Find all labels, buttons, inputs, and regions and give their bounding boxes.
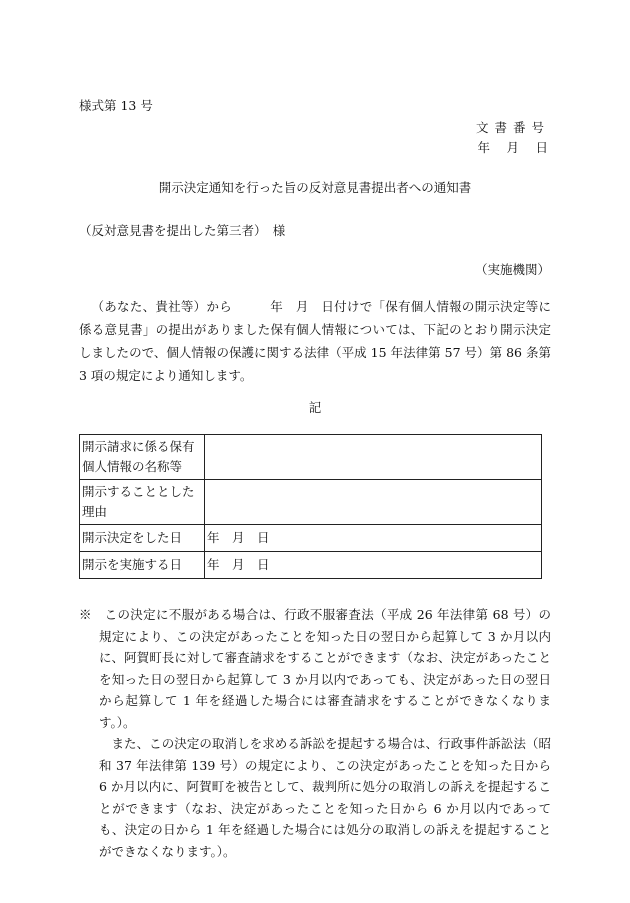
table-label-cell: 開示決定をした日 (80, 525, 205, 552)
table-value-cell (205, 435, 542, 480)
document-number-label: 文書番号 (475, 120, 550, 135)
issue-date-label: 年 月 日 (477, 140, 550, 155)
table-value-cell: 年 月 日 (205, 552, 542, 579)
table-label-cell: 開示請求に係る保有個人情報の名称等 (80, 435, 205, 480)
table-row (80, 480, 542, 525)
table-label-cell: 開示を実施する日 (80, 552, 205, 579)
disclosure-info-table (79, 434, 542, 579)
document-title: 開示決定通知を行った旨の反対意見書提出者への通知書 (158, 180, 472, 195)
table-row (80, 525, 542, 552)
appeal-note: ※ この決定に不服がある場合は、行政不服審査法（平成 26 年法律第 68 号）の規定により、この決定があったことを知った日の翌日から起算して 3 か月以内に、阿賀町長に対して審査請求をすることができます（なお、決定があったことを知った日の翌日から起算して 3 か月以内であっても、決定があった日の翌日から起算して 1 年を経過した場合には審査請求をすることができなくなります。）。 (79, 607, 551, 730)
form-number: 様式第 13 号 (79, 98, 153, 113)
lawsuit-note: また、この決定の取消しを求める訴訟を提起する場合は、行政事件訴訟法（昭和 37 年法律第 139 号）の規定により、この決定があったことを知った日から 6 か月以内に、阿賀町を被告として、裁判所に処分の取消しの訴えを提起することができます（なお、決定があったことを知った日から 6 か月以内であっても、決定の日から 1 年を経過した場合には処分の取消しの訴えを提起することができなくなります。）。 (99, 736, 551, 859)
table-value-cell (205, 480, 542, 525)
table-row (80, 435, 542, 480)
table-row (80, 552, 542, 579)
notes-section (79, 604, 551, 862)
implementing-agency: （実施機関） (474, 262, 550, 277)
addressee: （反対意見書を提出した第三者） 様 (79, 223, 286, 238)
body-paragraph: （あなた、貴社等）から 年 月 日付けで「保有個人情報の開示決定等に係る意見書」の提出がありました保有個人情報については、下記のとおり開示決定しましたので、個人情報の保護に関する法律（平成 15 年法律第 57 号）第 86 条第 3 項の規定により通知します。 (79, 299, 551, 383)
table-value-cell: 年 月 日 (205, 525, 542, 552)
ki-heading: 記 (308, 400, 322, 415)
table-label-cell: 開示することとした理由 (80, 480, 205, 525)
